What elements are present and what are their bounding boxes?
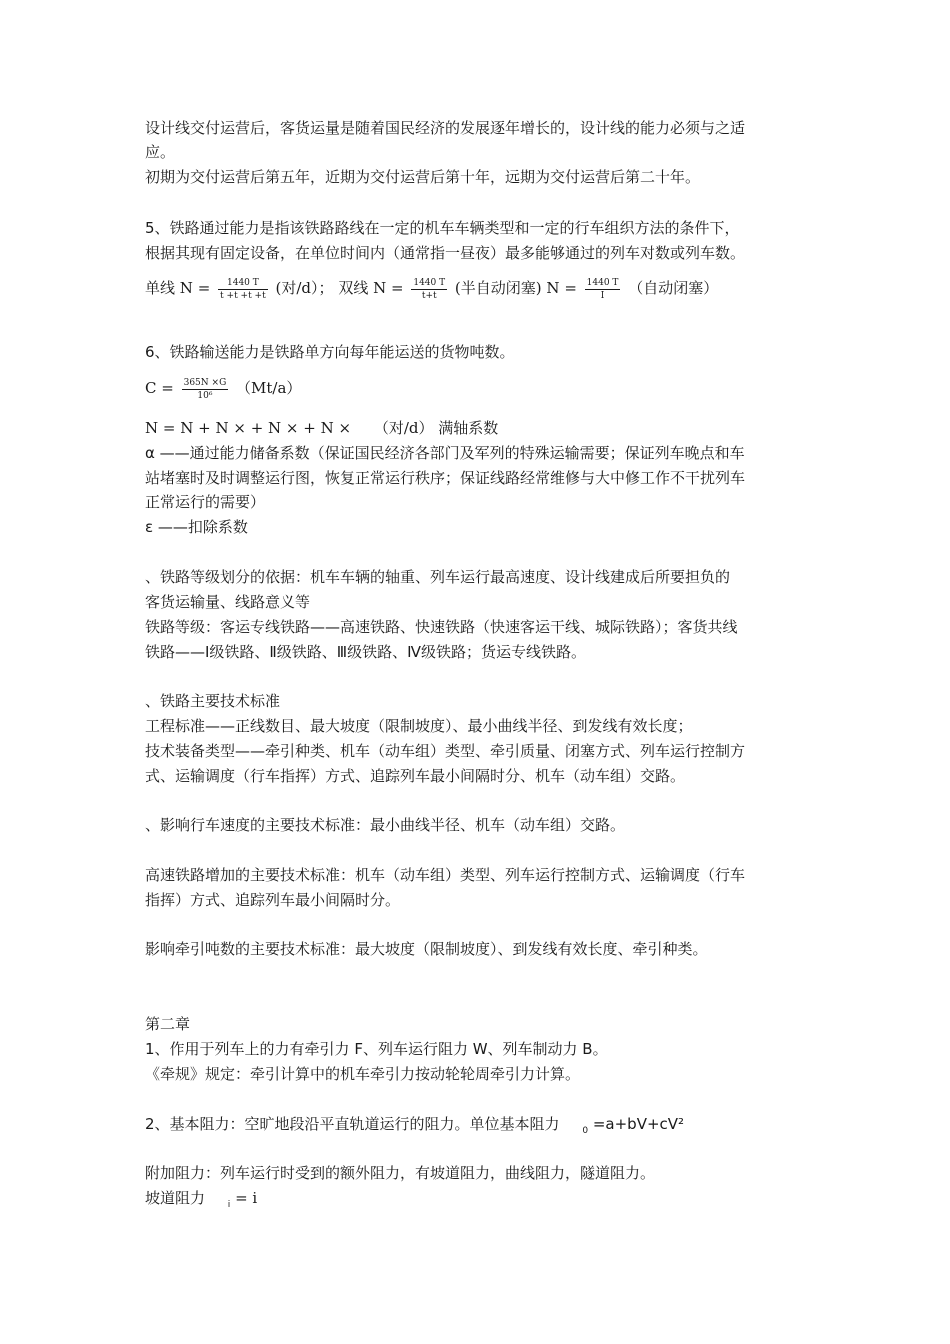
fraction-numerator: 1440 T xyxy=(586,277,619,288)
alpha-line-1: α ——通过能力储备系数（保证国民经济各部门及军列的特殊运输需要；保证列车晚点和车 xyxy=(145,444,745,462)
capacity-formulas xyxy=(145,276,718,302)
auto-block-label: （自动闭塞） xyxy=(628,279,719,297)
ch2-line-1: 1、作用于列车上的力有牵引力 F、列车运行阻力 W、列车制动力 B。 xyxy=(145,1040,608,1058)
grade-resistance-formula: = i xyxy=(235,1189,258,1207)
alpha-line-2: 站堵塞时及时调整运行图，恢复正常运行秩序；保证线路经常维修与大中修工作不干扰列车 xyxy=(145,469,746,487)
fraction-denominator: 10⁶ xyxy=(197,390,213,401)
intro-line-3: 初期为交付运营后第五年，近期为交付运营后第十年，远期为交付运营后第二十年。 xyxy=(145,168,701,186)
chapter-title: 第二章 xyxy=(145,1015,191,1033)
fraction-numerator: 1440 T xyxy=(413,277,446,288)
tonnage-line-1: 影响牵引吨数的主要技术标准：最大坡度（限制坡度）、到发线有效长度、牵引种类。 xyxy=(145,940,708,958)
fraction-denominator: t +t +t +t xyxy=(220,290,266,301)
ch2-line-5 xyxy=(145,1186,257,1217)
formula-n-auto: N = xyxy=(546,279,577,297)
standards-line-3: 技术装备类型——牵引种类、机车（动车组）类型、牵引质量、闭塞方式、列车运行控制方 xyxy=(145,742,746,760)
formula-n-double: N = xyxy=(373,279,404,297)
intro-line-1: 设计线交付运营后，客货运量是随着国民经济的发展逐年增长的，设计线的能力必须与之适 xyxy=(145,119,746,137)
grade-line-3: 铁路等级：客运专线铁路——高速铁路、快速铁路（快速客运干线、城际铁路）；客货共线 xyxy=(145,618,738,636)
unit-c: （Mt/a） xyxy=(236,379,302,397)
grade-line-1: 、铁路等级划分的依据：机车车辆的轴重、列车运行最高速度、设计线建成后所要担负的 xyxy=(145,568,731,586)
fraction-numerator: 365N ×G xyxy=(183,377,227,388)
nh-formula xyxy=(145,416,498,440)
hsr-line-1: 高速铁路增加的主要技术标准：机车（动车组）类型、列车运行控制方式、运输调度（行车 xyxy=(145,866,746,884)
transport-capacity-formula xyxy=(145,376,301,402)
grade-line-4: 铁路——Ⅰ级铁路、Ⅱ级铁路、Ⅲ级铁路、Ⅳ级铁路；货运专线铁路。 xyxy=(145,643,586,661)
fraction-double xyxy=(411,277,447,302)
fraction-denominator: t+t xyxy=(421,290,437,301)
standards-line-2: 工程标准——正线数目、最大坡度（限制坡度）、最小曲线半径、到发线有效长度； xyxy=(145,717,693,735)
nh-unit: （对/d） 满轴系数 xyxy=(373,419,499,437)
ch2-line-3 xyxy=(145,1112,684,1143)
fraction-denominator: I xyxy=(600,290,605,301)
nh-expression: N = N + N × + N × + N × xyxy=(145,419,352,437)
section5-line-1: 5、铁路通过能力是指该铁路路线在一定的机车车辆类型和一定的行车组织方法的条件下， xyxy=(145,219,740,237)
grade-resistance-subscript: i xyxy=(227,1200,231,1210)
basic-resistance-text: 2、基本阻力：空旷地段沿平直轨道运行的阻力。单位基本阻力 xyxy=(145,1115,560,1133)
fraction-numerator: 1440 T xyxy=(218,277,268,290)
hsr-line-2: 指挥）方式、追踪列车最小间隔时分。 xyxy=(145,891,401,909)
standards-line-1: 、铁路主要技术标准 xyxy=(145,692,281,710)
fraction-single xyxy=(218,277,268,302)
semi-auto-label: (半自动闭塞) xyxy=(454,279,542,297)
section6-line-1: 6、铁路输送能力是铁路单方向每年能运送的货物吨数。 xyxy=(145,343,515,361)
fraction-auto xyxy=(585,277,621,302)
standards-line-4: 式、运输调度（行车指挥）方式、追踪列车最小间隔时分、机车（动车组）交路。 xyxy=(145,767,686,785)
formula-n-single: N = xyxy=(179,279,211,297)
double-track-label: 双线 xyxy=(338,279,369,297)
epsilon-line: ε ——扣除系数 xyxy=(145,518,248,536)
intro-line-2: 应。 xyxy=(145,143,176,161)
section5-line-2: 根据其现有固定设备，在单位时间内（通常指一昼夜）最多能够通过的列车对数或列车数。 xyxy=(145,244,746,262)
resistance-subscript: 0 xyxy=(582,1126,589,1136)
basic-resistance-formula: =a+bV+cV² xyxy=(592,1115,685,1133)
speed-line-1: 、影响行车速度的主要技术标准：最小曲线半径、机车（动车组）交路。 xyxy=(145,816,626,834)
formula-c: C = xyxy=(145,379,174,397)
unit-single: (对/d）； xyxy=(275,279,334,297)
grade-resistance-text: 坡道阻力 xyxy=(145,1189,206,1207)
grade-line-2: 客货运输量、线路意义等 xyxy=(145,593,311,611)
ch2-line-4: 附加阻力：列车运行时受到的额外阻力，有坡道阻力，曲线阻力，隧道阻力。 xyxy=(145,1164,656,1182)
fraction-c xyxy=(182,377,229,402)
ch2-line-2: 《牵规》规定：牵引计算中的机车牵引力按动轮轮周牵引力计算。 xyxy=(145,1065,581,1083)
single-track-label: 单线 xyxy=(145,279,176,297)
alpha-line-3: 正常运行的需要） xyxy=(145,493,266,511)
